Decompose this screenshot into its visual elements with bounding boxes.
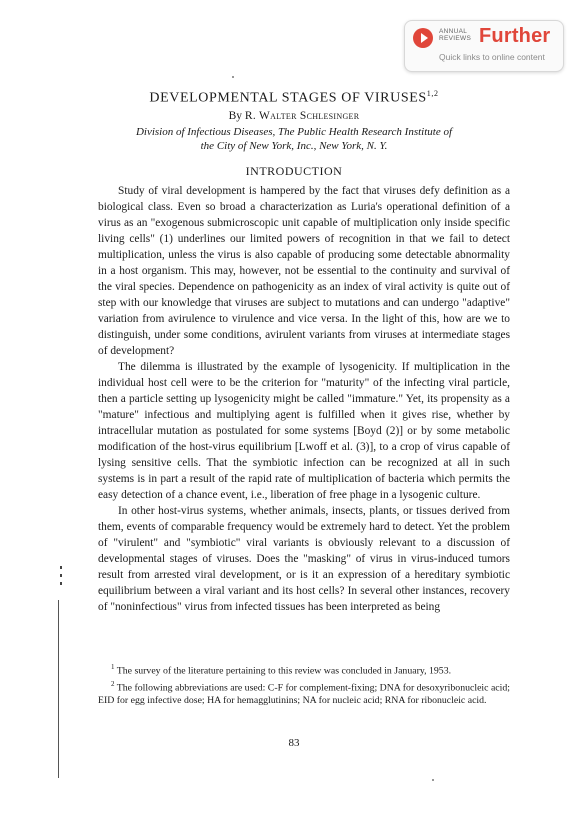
scan-speck bbox=[232, 76, 234, 78]
footnote-1: $^1$ The survey of the literature pertaining to this review was concluded in January, 1953. bbox=[111, 663, 452, 677]
paragraph-1: Study of viral development is hampered by the fact that viruses defy definition as a biological class. Even so broad a characterization as Luria's operational definition of a virus as an "exogenous submicroscopic unit capable of multiplication only inside specific living cells" (1) underlines our limited powers of recognition in that we fail to detect multiplication, unless the virus is also capable of producing some detectable abnormality in a host organism. This may, however, not be essential to the continuity and survival of the viral species. Dependence on pathogenicity as an index of viral activity is quite out of step with our knowledge that viruses are subject to mutations and can undergo "adaptive" variation from avirulence to virulence and vice versa. In the light of this, how are we to distinguish, under some conditions, avirulent variants from viruses at intermediate stages of development? bbox=[98, 185, 510, 357]
page-number: 83 bbox=[288, 737, 300, 749]
author-name: R. Walter Schlesinger bbox=[244, 110, 360, 122]
scan-margin-mark bbox=[60, 566, 62, 569]
section-heading: INTRODUCTION bbox=[245, 164, 343, 178]
article-title: DEVELOPMENTAL STAGES OF VIRUSES$^{1,2}$ bbox=[149, 89, 439, 106]
scan-margin-mark bbox=[60, 574, 62, 577]
author-byline: By R. Walter Schlesinger bbox=[228, 110, 360, 122]
paragraph-2: The dilemma is illustrated by the example of lysogenicity. If multiplication in the individual host cell were to be the criterion for "maturity" of the infecting viral particle, then a particle setting up lysogenicity might be called "immature." Yet, its propensity as a "mature" infectious and multiplying agent is fulfilled when it gives rise, whether by intracellular mutation as postulated for some systems [Boyd (2)] or by some metabolic modification of the host-virus equilibrium [Lwoff et al. (3)], to a crop of virus capable of lysing sensitive cells. That the symbiotic infection can be recognized at all in such systems is in part a result of the rapid rate of multiplication of bacteria which permits the easy detection of a chance event, i.e., liberation of free phage in a lysogenic culture. bbox=[98, 361, 510, 501]
footnote-2: $^2$ The following abbreviations are used: C-F for complement-fixing; DNA for desoxyribonucleic acid; EID for egg infective dose; HA for hemagglutinins; NA for nucleic acid; RNA for ribonucleic acid. bbox=[98, 680, 510, 707]
title-footnote-marks: 1,2 bbox=[426, 89, 439, 98]
paragraph-3: In other host-virus systems, whether animals, insects, plants, or tissues derived from them, events of comparable frequency would be extremely hard to detect. Yet the problem of "virulent" and "symbiotic" viral variants is obviously relevant to a discussion of developmental stages of viruses. Does the "masking" of virus in virus-induced tumors result from arrested viral development, or is it an expression of a hereditary symbiotic equilibrium between a viral variant and its host cells? In several other instances, recovery of "noninfectious" virus from infected tissues has been interpreted as being bbox=[98, 505, 510, 613]
scan-speck bbox=[432, 779, 434, 781]
annual-reviews-logo-icon bbox=[413, 28, 433, 48]
author-affiliation: Division of Infectious Diseases, The Public Health Research Institute of the City of New York, Inc., New York, N. Y. bbox=[135, 126, 453, 152]
badge-further-label: Further bbox=[479, 25, 551, 47]
article-body bbox=[98, 183, 510, 615]
scan-margin-rule bbox=[58, 600, 59, 778]
badge-subtitle: Quick links to online content bbox=[439, 52, 545, 62]
scan-margin-mark bbox=[60, 582, 62, 585]
further-links-badge[interactable] bbox=[404, 20, 564, 72]
badge-publisher-label: ANNUAL REVIEWS bbox=[439, 28, 472, 42]
footnotes bbox=[98, 661, 510, 708]
